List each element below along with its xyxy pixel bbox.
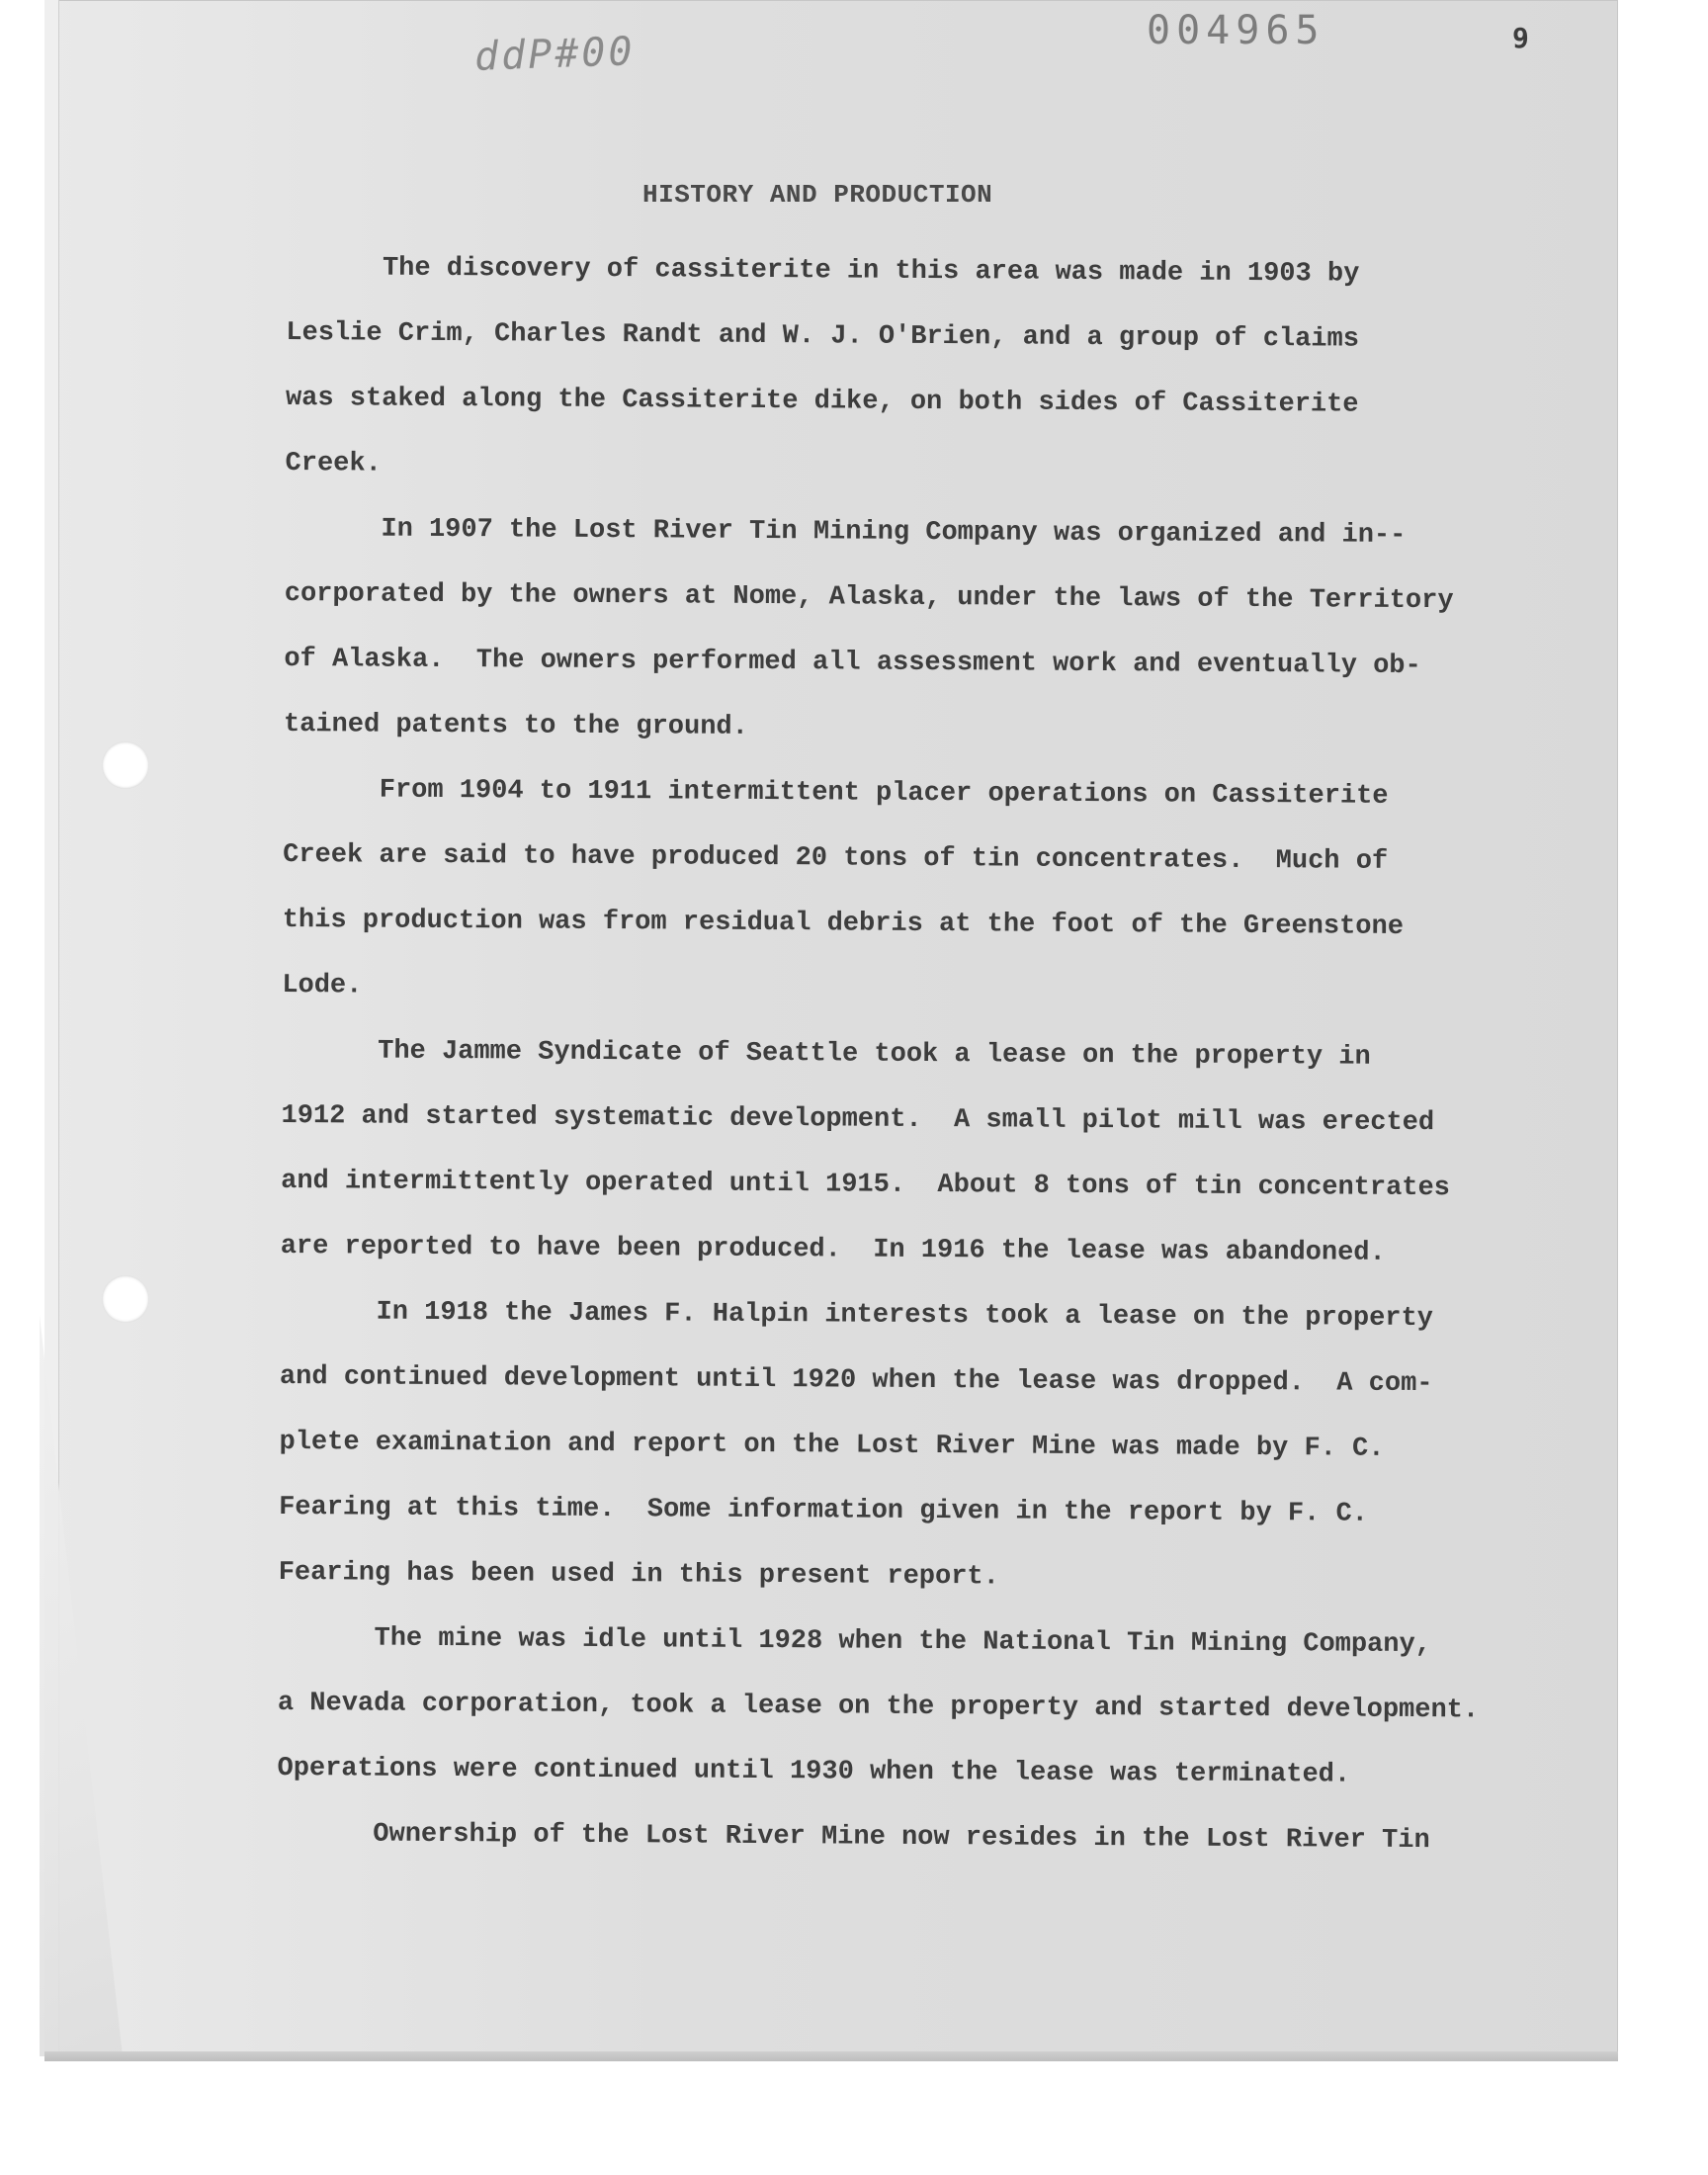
text-line: In 1907 the Lost River Tin Mining Company was organized and in-- [285,513,1407,551]
text-line: Creek are said to have produced 20 tons of tin concentrates. Much of [283,839,1389,877]
text-line: In 1918 the James F. Halpin interests took a lease on the property [280,1296,1434,1335]
body-text [277,235,1522,1874]
text-line: The mine was idle until 1928 when the National Tin Mining Company, [278,1622,1431,1661]
punch-hole [102,1275,149,1323]
text-line: and continued development until 1920 when the lease was dropped. A com- [279,1361,1433,1400]
text-line: The Jamme Syndicate of Seattle took a lease on the property in [281,1035,1371,1073]
text-line: The discovery of cassiterite in this area was made in 1903 by [286,252,1360,290]
text-line: was staked along the Cassiterite dike, on both sides of Cassiterite [285,383,1359,420]
text-line: this production was from residual debris at the foot of the Greenstone [282,905,1405,942]
text-line: Creek. [285,448,382,479]
page-bottom-edge [44,2051,1618,2061]
text-line: are reported to have been produced. In 1916 the lease was abandoned. [280,1231,1386,1268]
text-line: Leslie Crim, Charles Randt and W. J. O'Brien, and a group of claims [286,317,1360,355]
text-line: plete examination and report on the Lost River Mine was made by F. C. [279,1427,1385,1464]
text-line: Fearing has been used in this present report. [278,1557,999,1593]
text-line: 1912 and started systematic development. A small pilot mill was erected [281,1100,1435,1139]
text-line: a Nevada corporation, took a lease on the property and started development. [277,1688,1480,1726]
section-title: HISTORY AND PRODUCTION [642,180,993,210]
text-line: tained patents to the ground. [283,709,748,742]
text-line: Fearing at this time. Some information given in the report by F. C. [279,1492,1368,1529]
handwritten-annotation-left: ddP#00 [473,29,637,80]
text-line: Lode. [282,970,363,1001]
text-line: of Alaska. The owners performed all assessment work and eventually ob- [284,644,1421,682]
punch-hole [102,741,149,789]
handwritten-document-number: 004965 [1147,8,1325,53]
text-line: and intermittently operated until 1915. About 8 tons of tin concentrates [281,1166,1451,1204]
text-line: Ownership of the Lost River Mine now resides in the Lost River Tin [277,1818,1430,1857]
text-line: corporated by the owners at Nome, Alaska, under the laws of the Territory [284,578,1454,617]
page-number: 9 [1512,22,1529,54]
text-line: Operations were continued until 1930 when the lease was terminated. [277,1753,1351,1790]
text-line: From 1904 to 1911 intermittent placer operations on Cassiterite [283,774,1389,812]
